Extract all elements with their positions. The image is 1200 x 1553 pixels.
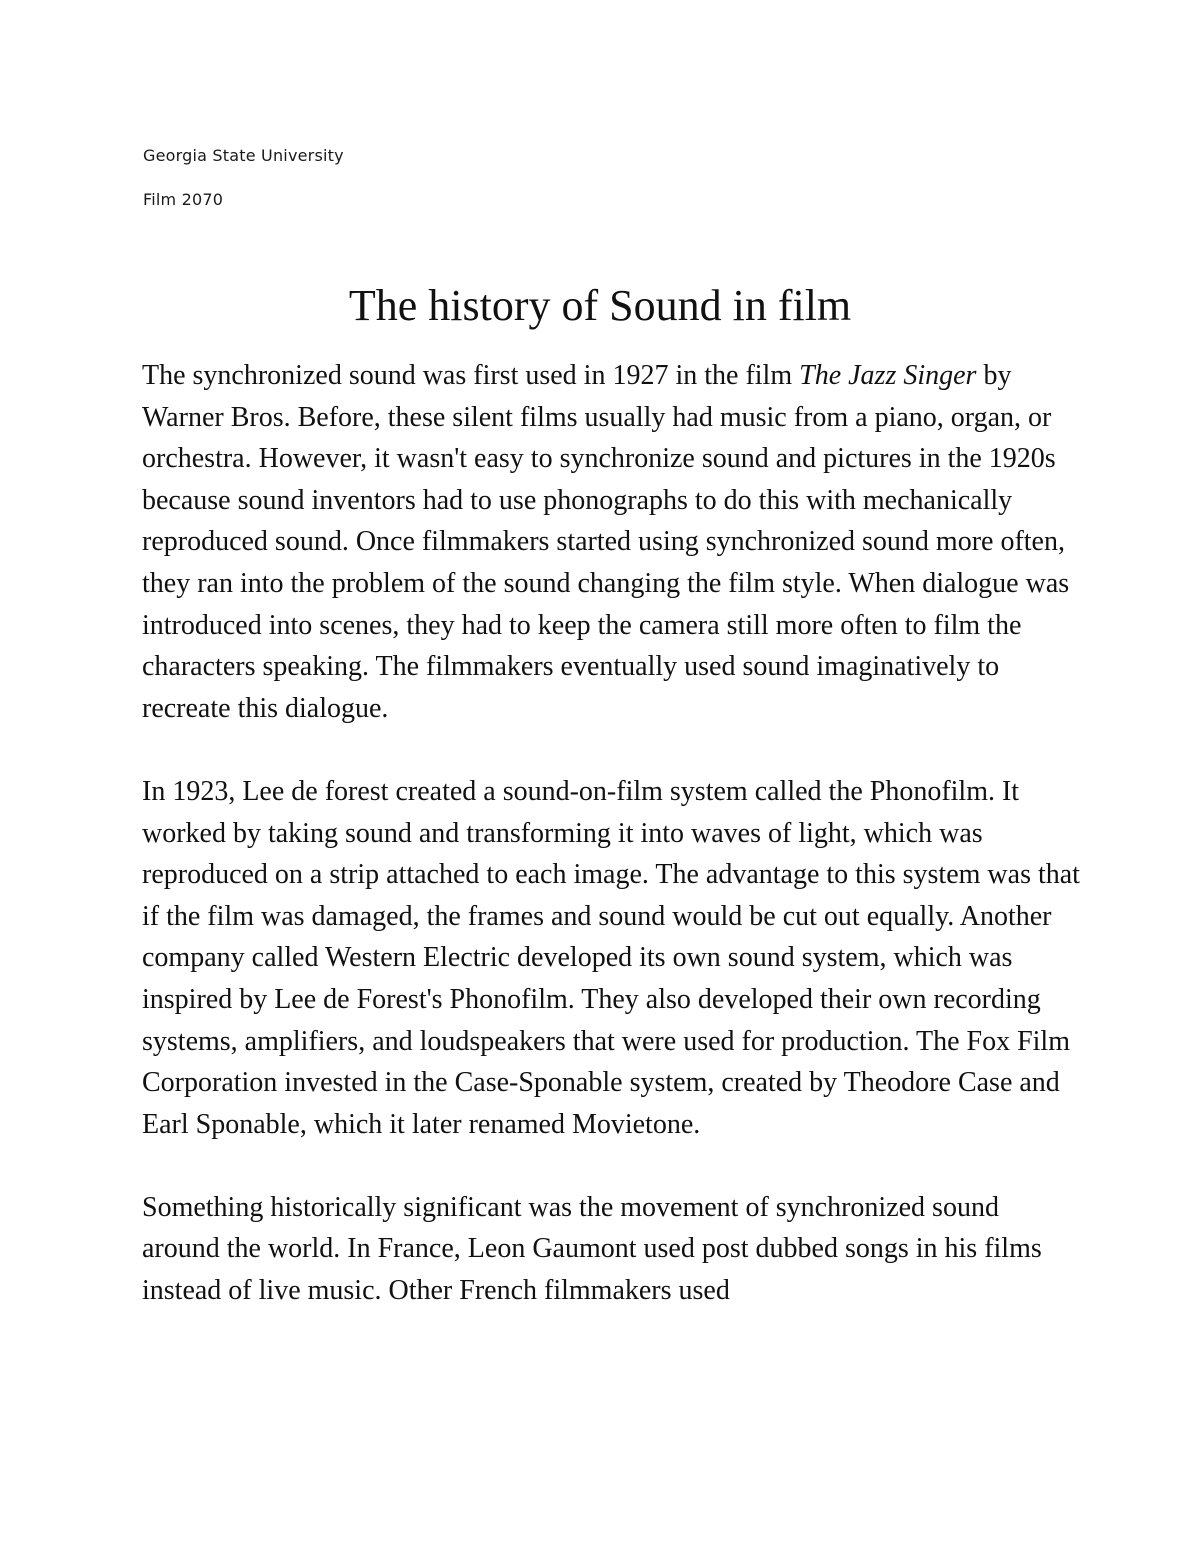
document-body — [142, 355, 1082, 1353]
paragraph-3: Something historically significant was the movement of synchronized sound around the world. In France, Leon Gaumont used post dubbed songs in his films instead of live music. Other French filmmakers used — [142, 1191, 1042, 1307]
paragraph-1-text-end: by Warner Bros. Before, these silent films usually had music from a piano, organ, or orchestra. However, it wasn't easy to synchronize sound and pictures in the 1920s because sound inventors had to use phonographs to do this with mechanically reproduced sound. Once filmmakers started using synchronized sound more often, they ran into the problem of the sound changing the film style. When dialogue was introduced into scenes, they had to keep the camera still more often to film the characters speaking. The filmmakers eventually used sound imaginatively to recreate this dialogue. — [142, 360, 1070, 724]
film-title-italic: The Jazz Singer — [799, 360, 977, 391]
document-title: The history of Sound in film — [348, 281, 852, 330]
institution-name: Georgia State University — [143, 146, 344, 165]
paragraph-2: In 1923, Lee de forest created a sound-on-film system called the Phonofilm. It worked by taking sound and transforming it into waves of light, which was reproduced on a strip attached to each image. The advantage to this system was that if the film was damaged, the frames and sound would be cut out equally. Another company called Western Electric developed its own sound system, which was inspired by Lee de Forest's Phonofilm. They also developed their own recording systems, amplifiers, and loudspeakers that were used for production. The Fox Film Corporation invested in the Case-Sponable system, created by Theodore Case and Earl Sponable, which it later renamed Movietone. — [142, 775, 1080, 1140]
course-name: Film 2070 — [143, 190, 224, 209]
paragraph-1-text-start: The synchronized sound was first used in 1927 in the film — [142, 360, 800, 391]
paragraph-1 — [142, 355, 1082, 729]
